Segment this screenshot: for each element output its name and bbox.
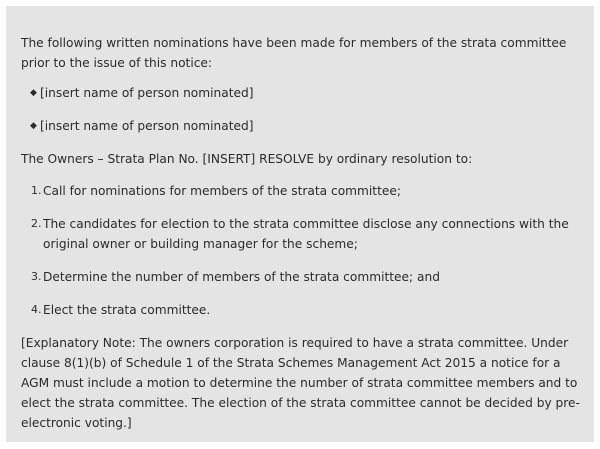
nomination-text: [insert name of person nominated]: [40, 86, 254, 100]
nomination-list: [21, 83, 580, 136]
list-item: [21, 181, 580, 201]
step-number: 2.: [31, 217, 42, 230]
diamond-bullet-icon: ◆: [30, 88, 37, 98]
nomination-text: [insert name of person nominated]: [40, 119, 254, 133]
step-number: 1.: [31, 184, 42, 197]
step-number: 3.: [31, 270, 42, 283]
step-text: Call for nominations for members of the strata committee;: [43, 184, 401, 198]
resolve-statement: The Owners – Strata Plan No. [INSERT] RESOLVE by ordinary resolution to:: [21, 152, 473, 166]
list-item: [21, 83, 580, 103]
step-text: Elect the strata committee.: [43, 303, 211, 317]
step-text: The candidates for election to the strata committee disclose any connections with the original owner or building manager for the scheme;: [43, 217, 569, 251]
list-item: [21, 267, 580, 287]
resolution-steps: [21, 181, 580, 320]
diamond-bullet-icon: ◆: [30, 121, 37, 131]
list-item: [21, 300, 580, 320]
step-text: Determine the number of members of the strata committee; and: [43, 270, 440, 284]
list-item: [21, 116, 580, 136]
intro-paragraph: The following written nominations have been made for members of the strata committee prior to the issue of this notice:: [21, 36, 567, 70]
list-item: [21, 214, 580, 254]
motion-panel: [6, 6, 594, 442]
explanatory-note: [Explanatory Note: The owners corporation is required to have a strata committee. Under clause 8(1)(b) of Schedule 1 of the Strata Schemes Management Act 2015 a notice for a AGM must include a motion to determine the number of strata committee members and to elect the strata committee. The election of the strata committee cannot be decided by pre-electronic voting.]: [21, 336, 580, 430]
step-number: 4.: [31, 303, 42, 316]
